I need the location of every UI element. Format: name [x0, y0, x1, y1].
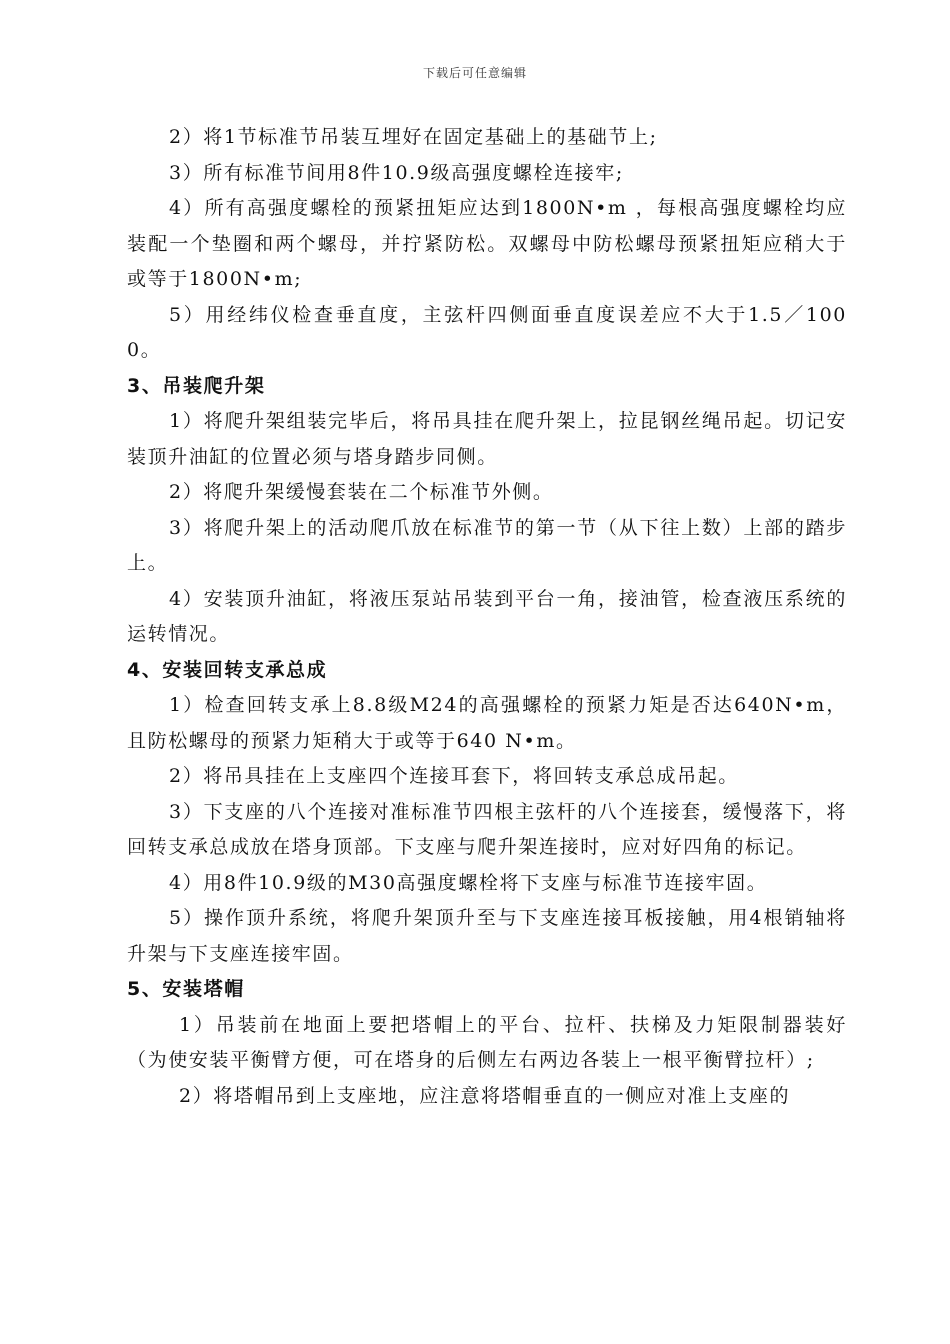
paragraph: 1）吊装前在地面上要把塔帽上的平台、拉杆、扶梯及力矩限制器装好（为使安装平衡臂方便，可在塔身的后侧左右两边各装上一根平衡臂拉杆）;	[127, 1013, 847, 1071]
page-header: 下载后可任意编辑	[422, 66, 527, 80]
document-body	[127, 120, 847, 1114]
section-heading: 3、吊装爬升架	[127, 374, 266, 397]
paragraph: 3）将爬升架上的活动爬爪放在标准节的第一节（从下往上数）上部的踏步上。	[127, 516, 847, 574]
section-heading: 4、安装回转支承总成	[127, 658, 328, 681]
paragraph: 3）所有标准节间用8件10.9级高强度螺栓连接牢;	[169, 161, 624, 184]
paragraph: 5）用经纬仪检查垂直度，主弦杆四侧面垂直度误差应不大于1.5／1000。	[127, 303, 847, 361]
paragraph: 3）下支座的八个连接对准标准节四根主弦杆的八个连接套，缓慢落下，将回转支承总成放在塔身顶部。下支座与爬升架连接时，应对好四角的标记。	[127, 800, 847, 858]
paragraph: 2）将爬升架缓慢套装在二个标准节外侧。	[169, 481, 554, 503]
paragraph: 5）操作顶升系统，将爬升架顶升至与下支座连接耳板接触，用4根销轴将升架与下支座连接牢固。	[127, 907, 847, 965]
paragraph: 2）将1节标准节吊装互埋好在固定基础上的基础节上;	[169, 126, 658, 148]
paragraph: 4）所有高强度螺栓的预紧扭矩应达到1800N•m ，每根高强度螺栓均应装配一个垫圈和两个螺母，并拧紧防松。双螺母中防松螺母预紧扭矩应稍大于或等于1800N•m;	[127, 197, 847, 290]
section-heading: 5、安装塔帽	[127, 978, 245, 1000]
paragraph: 1）将爬升架组装完毕后，将吊具挂在爬升架上，拉昆钢丝绳吊起。切记安装顶升油缸的位置必须与塔身踏步同侧。	[127, 410, 847, 468]
paragraph: 4）安装顶升油缸，将液压泵站吊装到平台一角，接油管，检查液压系统的运转情况。	[127, 587, 847, 645]
paragraph: 4）用8件10.9级的M30高强度螺栓将下支座与标准节连接牢固。	[169, 871, 768, 894]
paragraph: 2）将塔帽吊到上支座地，应注意将塔帽垂直的一侧应对准上支座的	[179, 1084, 791, 1107]
paragraph: 2）将吊具挂在上支座四个连接耳套下，将回转支承总成吊起。	[169, 765, 739, 787]
paragraph: 1）检查回转支承上8.8级M24的高强螺栓的预紧力矩是否达640N•m，且防松螺母的预紧力矩稍大于或等于640 N•m。	[127, 694, 847, 752]
